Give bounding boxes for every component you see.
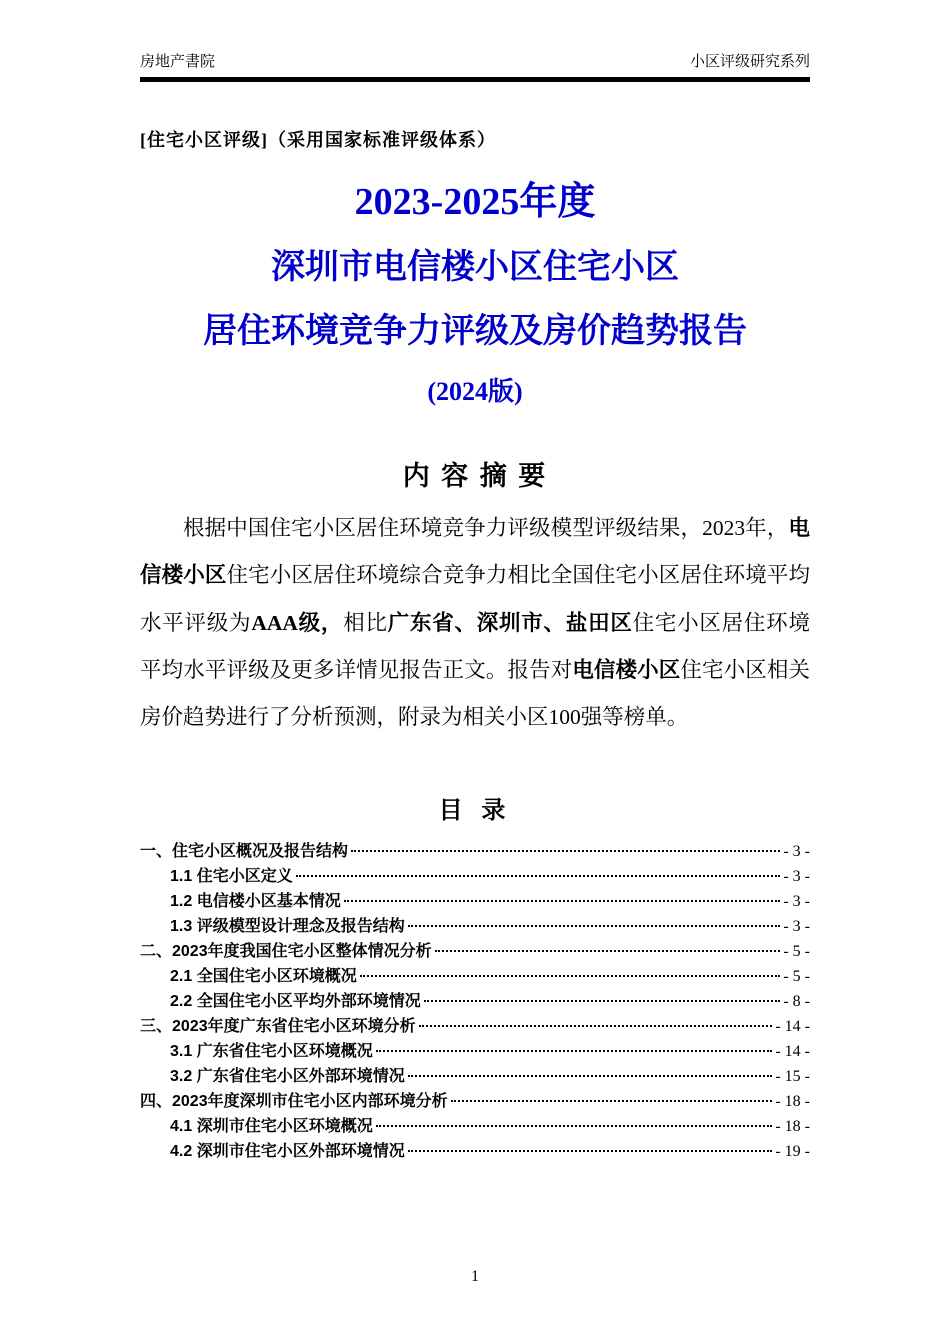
summary-segment-highlight: 电信楼小区 <box>572 658 681 683</box>
toc-leader-dots <box>408 925 781 927</box>
summary-paragraph <box>140 505 810 741</box>
toc-entry-page: - 5 - <box>783 942 810 960</box>
toc-leader-dots <box>376 1125 773 1127</box>
header-divider-rule <box>140 77 810 82</box>
toc-entry <box>140 1089 810 1114</box>
summary-segment: 相比 <box>343 610 388 635</box>
toc-entry-page: - 18 - <box>775 1117 810 1135</box>
toc-entry-label: 四、2023年度深圳市住宅小区内部环境分析 <box>140 1092 448 1110</box>
toc-entry <box>140 889 810 914</box>
title-subject: 深圳市电信楼小区住宅小区 <box>271 249 679 287</box>
toc-entry <box>140 939 810 964</box>
summary-heading: 内 容 摘 要 <box>402 461 548 492</box>
toc-leader-dots <box>451 1100 773 1102</box>
toc-leader-dots <box>296 875 781 877</box>
toc-entry-label: 1.1 住宅小区定义 <box>170 867 293 885</box>
toc-leader-dots <box>408 1075 773 1077</box>
report-type-tag: [住宅小区评级]（采用国家标准评级体系） <box>140 130 496 150</box>
toc-leader-dots <box>351 850 780 852</box>
summary-segment: 住宅小区相关房价趋势进行了分析预测，附录为相关小区100强等榜单。 <box>140 658 810 730</box>
toc-leader-dots <box>435 950 781 952</box>
header-right-text: 小区评级研究系列 <box>689 54 810 70</box>
toc-entry-page: - 8 - <box>783 992 810 1010</box>
summary-segment-highlight: 电信楼小区 <box>140 516 810 588</box>
toc-entry-page: - 14 - <box>775 1042 810 1060</box>
title-years: 2023-2025年度 <box>354 181 596 223</box>
toc-entry <box>140 914 810 939</box>
toc-entry <box>140 1139 810 1164</box>
toc-heading: 目 录 <box>438 796 512 824</box>
toc-entry-page: - 3 - <box>783 842 810 860</box>
toc-entry-label: 4.1 深圳市住宅小区环境概况 <box>170 1117 373 1135</box>
toc-entry-page: - 3 - <box>783 917 810 935</box>
title-edition: (2024版) <box>427 377 523 407</box>
summary-segment: 住宅小区居住环境综合竞争力相比全国住宅小区居住环境平均水平评级为 <box>140 563 810 635</box>
toc-entry-label: 1.3 评级模型设计理念及报告结构 <box>170 917 405 935</box>
toc-entry-label: 2.1 全国住宅小区环境概况 <box>170 967 357 985</box>
toc-entry-page: - 15 - <box>775 1067 810 1085</box>
toc <box>140 839 810 1164</box>
toc-entry-page: - 18 - <box>775 1092 810 1110</box>
toc-leader-dots <box>424 1000 781 1002</box>
toc-entry <box>140 1039 810 1064</box>
toc-entry-page: - 14 - <box>775 1017 810 1035</box>
summary-segment: 根据中国住宅小区居住环境竞争力评级模型评级结果，2023年， <box>183 516 789 541</box>
toc-entry-label: 三、2023年度广东省住宅小区环境分析 <box>140 1017 416 1035</box>
toc-leader-dots <box>419 1025 773 1027</box>
toc-entry-label: 1.2 电信楼小区基本情况 <box>170 892 341 910</box>
toc-entry-page: - 3 - <box>783 892 810 910</box>
toc-entry-label: 3.2 广东省住宅小区外部环境情况 <box>170 1067 405 1085</box>
toc-entry-label: 2.2 全国住宅小区平均外部环境情况 <box>170 992 421 1010</box>
toc-entry <box>140 864 810 889</box>
toc-entry <box>140 1114 810 1139</box>
toc-entry-label: 二、2023年度我国住宅小区整体情况分析 <box>140 942 432 960</box>
toc-entry-label: 3.1 广东省住宅小区环境概况 <box>170 1042 373 1060</box>
toc-leader-dots <box>360 975 781 977</box>
title-report-name: 居住环境竞争力评级及房价趋势报告 <box>203 313 747 351</box>
toc-entry-page: - 19 - <box>775 1142 810 1160</box>
toc-entry <box>140 1014 810 1039</box>
toc-entry-page: - 5 - <box>783 967 810 985</box>
summary-segment-regions: 广东省、深圳市、盐田区 <box>387 610 633 635</box>
toc-entry-label: 4.2 深圳市住宅小区外部环境情况 <box>170 1142 405 1160</box>
toc-entry <box>140 1064 810 1089</box>
toc-leader-dots <box>376 1050 773 1052</box>
summary-segment: 住宅小区居住环境平均水平评级及更多详情见报告正文。报告对 <box>140 610 810 683</box>
toc-entry-page: - 3 - <box>783 867 810 885</box>
toc-entry-label: 一、住宅小区概况及报告结构 <box>140 842 349 860</box>
toc-leader-dots <box>344 900 781 902</box>
summary-segment-rating: AAA级， <box>251 610 344 635</box>
toc-entry <box>140 964 810 989</box>
page-number: 1 <box>471 1268 479 1285</box>
toc-leader-dots <box>408 1150 773 1152</box>
page-header <box>140 52 810 72</box>
header-left-text: 房地产書院 <box>140 54 216 70</box>
toc-entry <box>140 989 810 1014</box>
toc-entry <box>140 839 810 864</box>
